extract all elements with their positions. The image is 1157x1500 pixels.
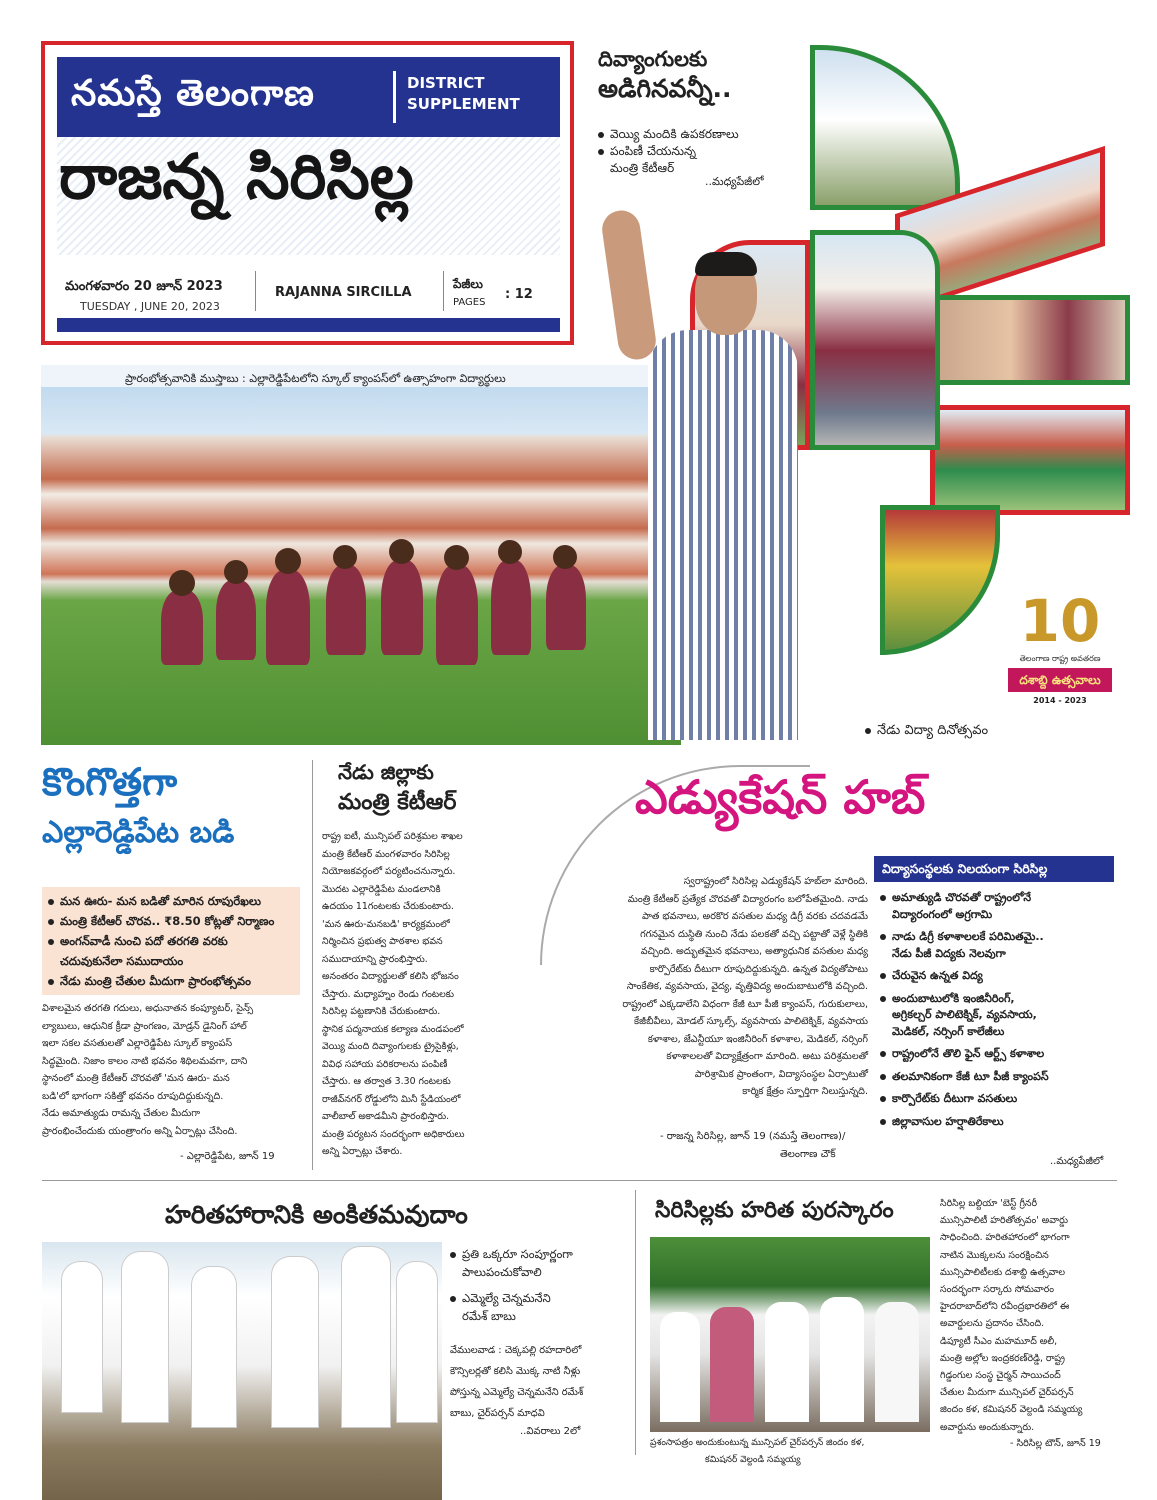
- masthead-banner: [57, 57, 560, 137]
- divyang-more: ..మధ్యపేజీలో: [705, 175, 764, 188]
- bullet-icon: [48, 919, 54, 925]
- list-item: చదువుకునేలా సముదాయం: [60, 954, 184, 968]
- minister-arm: [600, 208, 659, 362]
- classroom-photo: [930, 295, 1130, 385]
- divyang-bullets: [598, 126, 798, 177]
- award-headline: సిరిసిల్లకు హరిత పురస్కారం: [655, 1198, 894, 1223]
- date-english: TUESDAY , JUNE 20, 2023: [80, 300, 220, 313]
- middle-headline-line1: నేడు జిల్లాకు: [338, 760, 434, 784]
- playground-photo: [880, 505, 1000, 655]
- award-photo: [650, 1237, 930, 1432]
- list-item: మంత్రి కేటీఆర్ చొరవ.. ₹8.50 కోట్లతో నిర్మాణం: [48, 911, 294, 931]
- masthead: [41, 41, 574, 345]
- bullet-icon: [598, 149, 604, 155]
- list-item: నేడు పీజీ విద్యకు నెలవుగా: [892, 946, 1006, 960]
- main-dateline-2: తెలంగాణ చౌక్: [780, 1149, 836, 1160]
- list-item: రమేశ్ బాబు: [462, 1309, 516, 1323]
- masthead-separator: [255, 271, 256, 311]
- haritha-bullets: [450, 1245, 620, 1325]
- award-caption-line2: కమిషనర్ వెల్దండి సమ్మయ్య: [705, 1455, 801, 1465]
- pages-count: : 12: [505, 287, 533, 302]
- pages-label-english: PAGES: [453, 297, 486, 308]
- award-dateline: - సిరిసిల్ల టౌన్, జూన్ 19: [1010, 1438, 1101, 1449]
- left-dateline: - ఎల్లారెడ్డిపేట, జూన్ 19: [180, 1151, 275, 1162]
- list-item: నాడు డిగ్రీ కళాశాలలకే పరిమితమై..: [880, 929, 1115, 946]
- list-item: మెడికల్, నర్సింగ్ కాలేజీలు: [892, 1024, 1005, 1038]
- anniversary-logo: [1000, 587, 1120, 715]
- bullet-icon: [880, 895, 886, 901]
- anniversary-years: 2014 - 2023: [1033, 696, 1087, 705]
- list-item: కార్పొరేట్‌కు దీటుగా వసతులు: [880, 1091, 1115, 1108]
- bullet-icon: [880, 973, 886, 979]
- education-banner: విద్యాసంస్థలకు నిలయంగా సిరిసిల్ల: [874, 856, 1114, 882]
- supplement-title: రాజన్న సిరిసిల్ల: [59, 140, 414, 213]
- left-headline-line1: కొంగొత్తగా: [42, 760, 178, 804]
- main-body: స్వరాష్ట్రంలో సిరిసిల్ల ఎడ్యుకేషన్ హబ్‌లా మారింది. మంత్రి కేటీఆర్ ప్రత్యేక చొరవతో విద్యారంగం బలోపేతమైంది. నాడు పాత భవనాలు, అరకొర వసతుల మధ్య డిగ్రీ వరకు చదవడమే గగనమైన దుస్థితి నుంచి నేడు పలకతో వచ్చి పట్టాతో వెళ్లే స్థితికి వచ్చింది. అద్భుతమైన భవనాలు, అత్యాధునిక వసతుల మధ్య కార్పొరేట్‌కు దీటుగా రూపుదిద్దుకున్నది. ఉన్నత విద్యతోపాటు సాంకేతిక, వ్యవసాయ, వైద్య, వృత్తివిద్య అందుబాటులోకి వచ్చింది. రాష్ట్రంలో ఎక్కడాలేని విధంగా కేజీ టూ పీజీ క్యాంపస్, గురుకులాలు, కేజీబీవీలు, మోడల్ స్కూల్స్, వ్యవసాయ పాలిటెక్నిక్, వ్యవసాయ కళాశాల, జేఎన్టీయూ ఇంజినీరింగ్ కళాశాల, మెడికల్, నర్సింగ్ కళాశాలలతో విద్యాక్షేత్రంగా మారింది. అటు పరిశ్రమలతో పారిశ్రామిక ప్రాంతంగా, విద్యాసంస్థల ఏర్పాటుతో కార్మిక క్షేత్రం స్ఫూర్తిగా నిలుస్తున్నది.: [622, 876, 868, 1097]
- middle-body: రాష్ట్ర ఐటీ, మున్సిపల్ పరిశ్రమల శాఖల మంత్రి కేటీఆర్ మంగళవారం సిరిసిల్ల నియోజకవర్గంలో పర్యటించనున్నారు. మొదట ఎల్లారెడ్డిపేట మండలానికి ఉదయం 11గంటలకు చేరుకుంటారు. 'మన ఊరు-మనబడి' కార్యక్రమంలో నిర్మించిన ప్రభుత్వ పాఠశాల భవన సముదాయాన్ని ప్రారంభిస్తారు. అనంతరం విద్యార్థులతో కలిసి భోజనం చేస్తారు. మధ్యాహ్నం రెండు గంటలకు సిరిసిల్ల పట్టణానికి చేరుకుంటారు. స్థానిక పద్మనాయక కల్యాణ మండపంలో వెయ్యి మంది దివ్యాంగులకు ట్రైసైకిళ్లు, వివిధ సహాయ పరికరాలను పంపిణీ చేస్తారు. ఆ తర్వాత 3.30 గంటలకు రాజీవ్‌నగర్ రోడ్డులోని మినీ స్టేడియంలో వాలీబాల్ అకాడమీని ప్రారంభిస్తారు. మంత్రి పర్యటన సందర్భంగా అధికారులు అన్ని ఏర్పాట్లు చేశారు.: [322, 831, 465, 1157]
- masthead-bottom-bar: [57, 318, 560, 332]
- list-item: ఎమ్మెల్యే చెన్నమనేని: [450, 1289, 620, 1307]
- divyang-headline-line2: అడిగినవన్నీ..: [598, 74, 732, 103]
- main-dateline: - రాజన్న సిరిసిల్ల, జూన్ 19 (నమస్తే తెలంగాణ)/: [660, 1131, 846, 1142]
- bullet-icon: [880, 934, 886, 940]
- students-photo: [810, 230, 940, 450]
- award-caption-line1: ప్రశంసాపత్రం అందుకుంటున్న మున్సిపల్ చైర్‌పర్సన్ జిందం కళ,: [650, 1438, 865, 1448]
- list-item: తలమానికంగా కేజీ టూ పీజీ క్యాంపస్: [880, 1069, 1115, 1086]
- bullet-icon: [880, 1096, 886, 1102]
- list-item: నేడు మంత్రి చేతుల మీదుగా ప్రారంభోత్సవం: [48, 971, 294, 991]
- list-item: చేరువైన ఉన్నత విద్య: [880, 968, 1115, 985]
- award-body: సిరిసిల్ల బల్దియా 'బెస్ట్ గ్రీనరీ మున్సిపాలిటీ హరితోత్సవం' అవార్డు సాధించింది. హరితహారంలో భాగంగా నాటిన మొక్కలను సంరక్షించిన మున్సిపాలిటీలకు దశాబ్ది ఉత్సవాల సందర్భంగా సర్కారు సోమవారం హైదరాబాద్‌లోని రవీంద్రభారతిలో ఈ అవార్డులను ప్రదానం చేసింది. డిప్యూటీ సీఎం మహమూద్ అలీ, మంత్రి అల్లోల ఇంద్రకరణ్‌రెడ్డి, రాష్ట్ర గిడ్డంగుల సంస్థ చైర్మన్ సాయిచంద్ చేతుల మీదుగా మున్సిపల్ చైర్‌పర్సన్ జిందం కళ, కమిషనర్ వెల్దండి సమ్మయ్య అవార్డును అందుకున్నారు.: [940, 1198, 1083, 1433]
- section-rule: [42, 1180, 1117, 1181]
- list-item: అగ్రికల్చర్ పాలిటెక్నిక్, వ్యవసాయ,: [892, 1008, 1037, 1021]
- list-item: అందుబాటులోకి ఇంజినీరింగ్,: [880, 991, 1115, 1008]
- supplement-line1: DISTRICT: [407, 74, 485, 92]
- bullet-icon: [880, 996, 886, 1002]
- haritha-headline: హరితహారానికి అంకితమవుదాం: [165, 1200, 468, 1229]
- bullet-icon: [48, 939, 54, 945]
- list-item: అంగన్‌వాడీ నుంచి పదో తరగతి వరకు: [48, 931, 294, 951]
- city-name: RAJANNA SIRCILLA: [275, 285, 412, 300]
- photo-caption: ప్రారంభోత్సవానికి ముస్తాబు : ఎల్లారెడ్డిపేటలోని స్కూల్ క్యాంపస్‌లో ఉత్సాహంగా విద్యార్థులు: [125, 372, 506, 385]
- minister-hair: [695, 252, 757, 276]
- plantation-photo: [42, 1242, 442, 1500]
- divyang-headline-line1: దివ్యాంగులకు: [598, 47, 708, 71]
- vidya-day: నేడు విద్యా దినోత్సవం: [865, 722, 988, 739]
- list-item: వెయ్యి మందికి ఉపకరణాలు: [598, 126, 798, 143]
- bullet-icon: [598, 132, 604, 138]
- list-item: మన ఊరు- మన బడితో మారిన రూపురేఖలు: [48, 891, 294, 911]
- list-item: ప్రతి ఒక్కరూ సంపూర్ణంగా: [450, 1245, 620, 1263]
- main-more: ..మధ్యపేజీలో: [1050, 1156, 1104, 1167]
- masthead-separator: [443, 271, 444, 311]
- masthead-divider: [393, 71, 396, 123]
- column-rule: [312, 760, 313, 1170]
- anniversary-subtitle: తెలంగాణ రాష్ట్ర అవతరణ: [1019, 654, 1101, 663]
- left-bullets: [42, 887, 300, 995]
- haritha-caption: వేములవాడ : చెక్కపల్లి రహదారిలో కౌన్సిలర్లతో కలిసి మొక్క నాటి నీళ్లు పోస్తున్న ఎమ్మెల్యే చెన్నమనేని రమేశ్ బాబు, చైర్‌పర్సన్ మాధవి: [450, 1345, 584, 1419]
- list-item: మంత్రి కేటీఆర్: [610, 161, 675, 175]
- bullet-icon: [48, 899, 54, 905]
- bullet-icon: [450, 1252, 456, 1258]
- haritha-more: ..వివరాలు 2లో: [520, 1426, 581, 1437]
- bullet-icon: [48, 979, 54, 985]
- left-headline-line2: ఎల్లారెడ్డిపేట బడి: [42, 815, 235, 850]
- main-bullets: [880, 890, 1115, 1130]
- date-telugu: మంగళవారం 20 జూన్ 2023: [65, 279, 223, 294]
- newspaper-logo: నమస్తే తెలంగాణ: [71, 73, 315, 114]
- bullet-icon: [865, 728, 871, 734]
- bullet-icon: [880, 1051, 886, 1057]
- left-body: విశాలమైన తరగతి గదులు, అధునాతన కంప్యూటర్, సైన్స్ ల్యాబులు, ఆధునిక క్రీడా ప్రాంగణం, మోడ్రన్ డైనింగ్ హాల్ ఇలా సకల వసతులతో ఎల్లారెడ్డిపేట స్కూల్ క్యాంపస్ సిద్ధమైంది. నిజాం కాలం నాటి భవనం శిథిలమవగా, దాని స్థానంలో మంత్రి కేటీఆర్ చొరవతో 'మన ఊరు- మన బడి'లో భాగంగా సకిత్తో భవనం రూపుదిద్దుకున్నది. నేడు అమాత్యుడు రామన్న చేతుల మీదుగా ప్రారంభించేందుకు యంత్రాంగం అన్ని ఏర్పాట్లు చేసింది.: [42, 1003, 254, 1137]
- anniversary-title: దశాబ్ది ఉత్సవాలు: [1008, 668, 1112, 692]
- list-item: జిల్లావాసుల హర్షాతిరేకాలు: [880, 1114, 1115, 1131]
- minister-shirt: [648, 330, 798, 740]
- list-item: పాలుపంచుకోవాలి: [462, 1265, 542, 1279]
- middle-headline-line2: మంత్రి కేటీఆర్: [338, 790, 457, 815]
- school-campus-photo: [41, 365, 681, 745]
- anniversary-number: 10: [1019, 587, 1101, 655]
- supplement-line2: SUPPLEMENT: [407, 95, 520, 113]
- bullet-icon: [880, 1074, 886, 1080]
- building-photo: [810, 45, 960, 210]
- supplement-label: [407, 73, 520, 115]
- bullet-icon: [880, 1119, 886, 1125]
- bullet-icon: [450, 1296, 456, 1302]
- divyang-headline: [598, 45, 798, 103]
- column-rule: [635, 1190, 636, 1455]
- list-item: అమాత్యుడి చొరవతో రాష్ట్రంలోనే: [880, 890, 1115, 907]
- list-item: రాష్ట్రంలోనే తొలి ఫైన్ ఆర్ట్స్ కళాశాల: [880, 1046, 1115, 1063]
- list-item: పంపిణీ చేయనున్న: [598, 143, 798, 160]
- pages-label-telugu: పేజీలు: [453, 277, 483, 291]
- list-item: విద్యారంగంలో అగ్రగామి: [892, 907, 993, 921]
- minister-photo: [600, 200, 810, 740]
- education-hub-headline: ఎడ్యుకేషన్ హబ్: [635, 770, 926, 824]
- stadium-photo: [930, 405, 1130, 515]
